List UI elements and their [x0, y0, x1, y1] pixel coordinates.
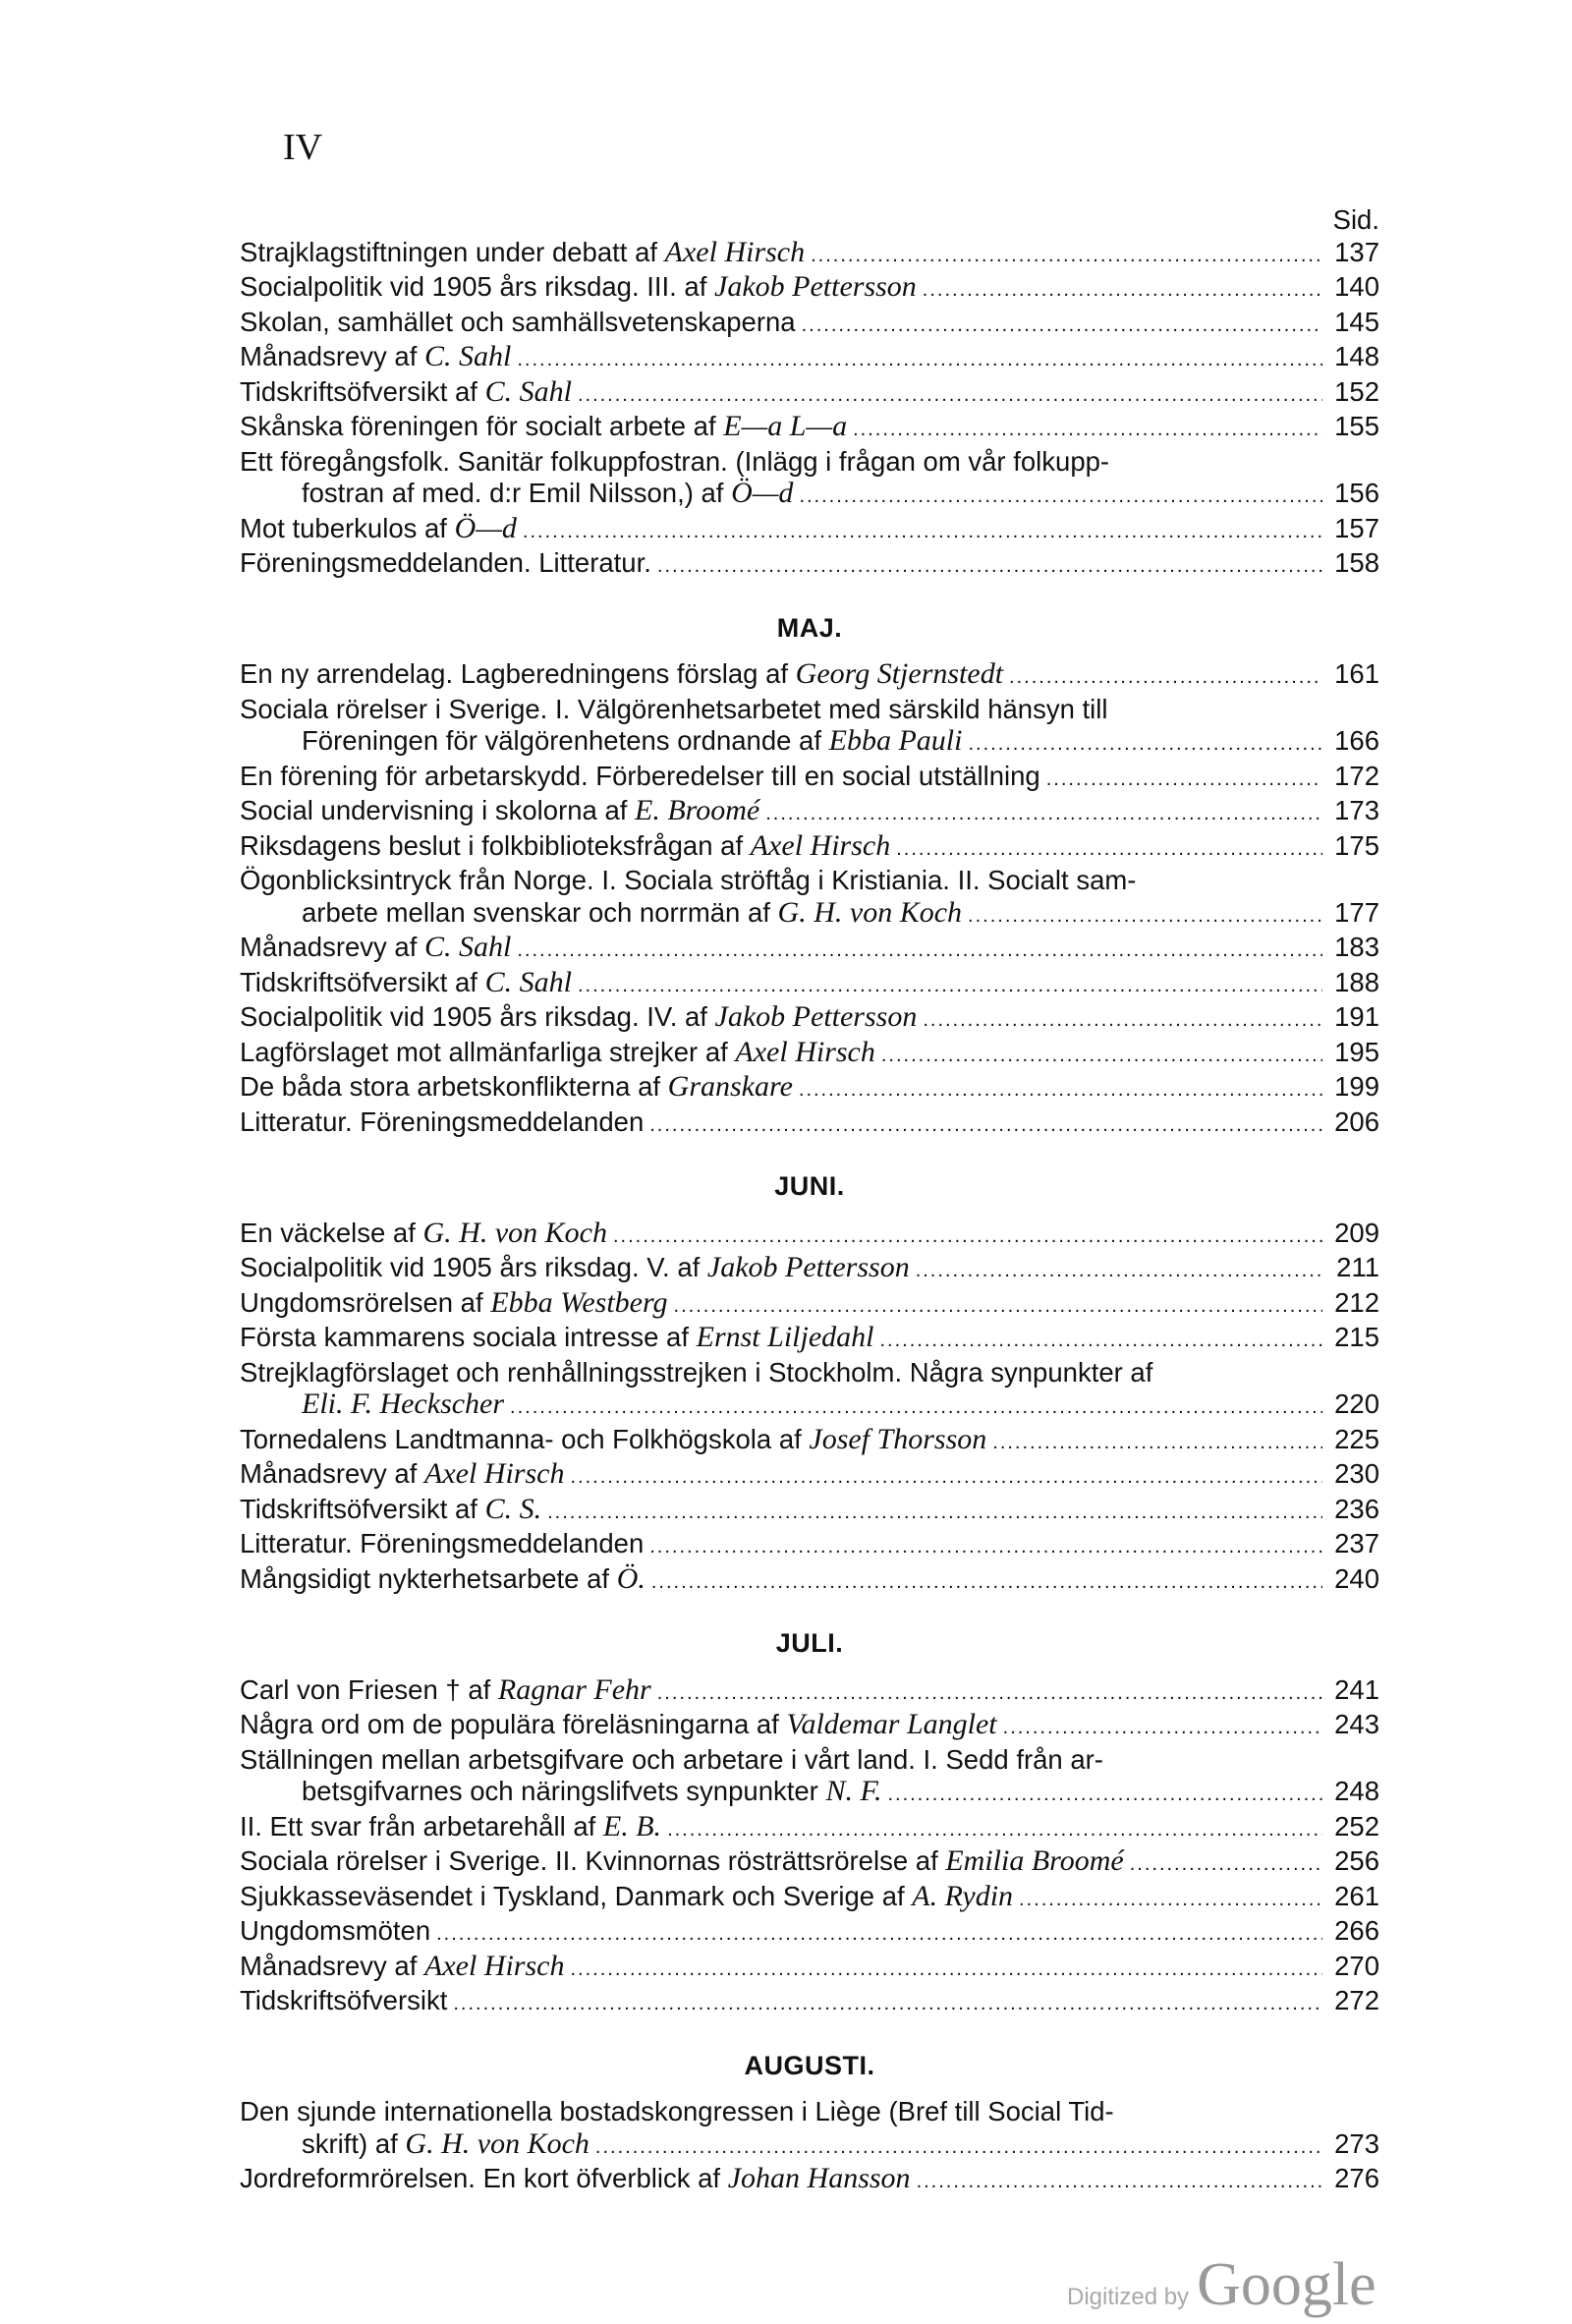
entry-text: Ungdomsmöten	[240, 1915, 431, 1946]
toc-entry-title	[240, 1458, 564, 1491]
toc-entry-title	[240, 1106, 644, 1139]
toc-entry-title	[240, 1674, 651, 1707]
entry-author: C. Sahl	[424, 931, 512, 963]
entry-author: Ernst Liljedahl	[696, 1321, 874, 1353]
table-of-contents	[240, 204, 1379, 2198]
dot-leader	[436, 1918, 1322, 1951]
toc-entry	[240, 932, 1379, 967]
toc-entry	[240, 1287, 1379, 1323]
dot-leader	[916, 1255, 1322, 1287]
toc-entry	[240, 1915, 1379, 1951]
entry-text: Månadsrevy af	[240, 932, 425, 962]
entry-author: E—a L—a	[723, 410, 848, 442]
dot-leader	[649, 1109, 1322, 1142]
entry-text: Några ord om de populära föreläsningarna af	[240, 1709, 787, 1739]
entry-author: A. Rydin	[912, 1879, 1014, 1912]
entry-author: Ö—d	[731, 477, 794, 509]
toc-entry	[240, 478, 1379, 513]
entry-text: Föreningsmeddelanden. Litteratur.	[240, 547, 651, 578]
toc-entry-line: Ett föregångsfolk. Sanitär folkuppfostran. (Inlägg i frågan om vår folkupp-	[240, 445, 1110, 477]
toc-entry-title	[240, 1001, 917, 1034]
entry-author: E. B.	[602, 1809, 662, 1842]
toc-entry	[240, 1458, 1379, 1494]
toc-entry-title	[240, 1071, 793, 1104]
toc-entry	[240, 897, 1379, 933]
page-ref: 236	[1334, 1493, 1379, 1524]
page-ref: 225	[1334, 1423, 1379, 1454]
toc-entry	[240, 795, 1379, 830]
page-ref: 272	[1334, 1985, 1379, 2015]
page-ref: 215	[1334, 1322, 1379, 1352]
entry-text: En förening för arbetarskydd. Förberedelser till en social utställning	[240, 760, 1040, 791]
toc-entry-title	[240, 1494, 541, 1526]
dot-leader	[674, 1290, 1322, 1323]
page-ref: 220	[1334, 1389, 1379, 1419]
dot-leader	[992, 1427, 1322, 1459]
entry-author: Jakob Pettersson	[714, 270, 917, 303]
entry-text: Lagförslaget mot allmänfarliga strejker af	[240, 1036, 736, 1067]
toc-entry-title	[240, 411, 847, 443]
entry-text: fostran af med. d:r Emil Nilsson,) af	[302, 478, 732, 508]
dot-leader	[799, 481, 1322, 513]
toc-entry-title	[240, 1811, 661, 1843]
page-ref: 256	[1334, 1845, 1379, 1876]
toc-entry-title	[240, 761, 1040, 793]
entry-author: Jakob Pettersson	[714, 1000, 918, 1033]
entry-text: Social undervisning i skolorna af	[240, 795, 636, 825]
dot-leader	[968, 728, 1322, 761]
toc-entry-title	[302, 2128, 590, 2161]
dot-leader	[613, 1220, 1322, 1253]
toc-entry-title	[240, 271, 917, 304]
page-ref: 157	[1334, 512, 1379, 543]
dot-leader	[917, 2166, 1322, 2198]
toc-entry-title	[302, 725, 962, 758]
toc-entry-line: Ögonblicksintryck från Norge. I. Sociala ströftåg i Kristiania. II. Socialt sam-	[240, 865, 1137, 895]
entry-text: Tidskriftsöfversikt	[240, 1985, 448, 2015]
dot-leader	[578, 379, 1322, 412]
entry-author: Johan Hansson	[727, 2162, 911, 2194]
toc-entry	[240, 1106, 1379, 1142]
page-ref: 177	[1334, 896, 1379, 928]
toc-entry	[240, 761, 1379, 796]
toc-entry	[240, 1709, 1379, 1744]
toc-entry-title	[240, 932, 511, 964]
page-ref: 148	[1334, 341, 1379, 371]
entry-text: De båda stora arbetskonflikterna af	[240, 1071, 668, 1102]
dot-leader	[968, 900, 1322, 933]
entry-text: Månadsrevy af	[240, 1458, 425, 1489]
dot-leader	[1019, 1884, 1322, 1916]
page-ref: 240	[1334, 1562, 1379, 1594]
dot-leader	[1130, 1848, 1322, 1881]
toc-entry-title	[240, 1915, 430, 1948]
page-ref: 155	[1334, 411, 1379, 441]
entry-text: Strajklagstiftningen under debatt af	[240, 236, 665, 267]
entry-text: Carl von Friesen † af	[240, 1673, 498, 1705]
entry-text: Sociala rörelser i Sverige. II. Kvinnornas rösträttsrörelse af	[240, 1845, 946, 1876]
entry-author: Ragnar Fehr	[497, 1672, 651, 1706]
toc-entry	[240, 1424, 1379, 1459]
entry-text: Tidskriftsöfversikt af	[240, 966, 485, 997]
page-ref: 183	[1334, 932, 1379, 962]
entry-text: Mångsidigt nykterhetsarbete af	[240, 1562, 617, 1594]
dot-leader	[811, 240, 1322, 272]
dot-leader	[887, 1779, 1322, 1811]
toc-entry-title	[240, 1985, 447, 2017]
toc-entry	[240, 341, 1379, 376]
toc-entry-title	[302, 1389, 504, 1421]
entry-author: Jakob Pettersson	[706, 1251, 910, 1283]
toc-entry	[240, 1389, 1379, 1424]
page-ref: 166	[1334, 725, 1379, 756]
toc-entry	[240, 2128, 1379, 2164]
entry-author: C. Sahl	[484, 374, 572, 408]
entry-text: Socialpolitik vid 1905 års riksdag. V. af	[240, 1252, 707, 1282]
toc-entry-title	[240, 341, 511, 373]
page-ref: 140	[1334, 271, 1379, 302]
entry-author: G. H. von Koch	[405, 2126, 590, 2160]
dot-leader	[667, 1814, 1322, 1846]
entry-text: Föreningen för välgörenhetens ordnande af	[302, 725, 829, 756]
toc-entry	[240, 830, 1379, 866]
page-ref: 161	[1334, 658, 1379, 689]
toc-entry-title	[240, 237, 805, 269]
entry-text: En väckelse af	[240, 1217, 423, 1248]
entry-text: Skånska föreningen för socialt arbete af	[240, 411, 724, 441]
dot-leader	[510, 1391, 1322, 1424]
page-ref: 248	[1334, 1776, 1379, 1806]
toc-entry-title	[240, 513, 517, 545]
toc-entry	[240, 1951, 1379, 1986]
entry-author: E. Broomé	[635, 794, 760, 826]
toc-entry-title	[240, 1218, 607, 1250]
dot-leader	[595, 2131, 1322, 2164]
entry-text: skrift) af	[302, 2127, 406, 2159]
toc-entry	[240, 411, 1379, 446]
toc-entry-title	[240, 795, 759, 827]
entry-text: Första kammarens sociala intresse af	[240, 1322, 697, 1352]
toc-entry	[240, 1776, 1379, 1811]
page-ref: 211	[1336, 1252, 1379, 1282]
toc-entry-line: Sociala rörelser i Sverige. I. Välgörenhetsarbetet med särskild hänsyn till	[240, 693, 1108, 724]
toc-entry	[240, 658, 1379, 694]
page-ref: 199	[1334, 1071, 1379, 1102]
entry-author: Ö—d	[454, 511, 517, 544]
toc-entry-title	[240, 1037, 875, 1069]
dot-leader	[853, 414, 1322, 446]
entry-author: Axel Hirsch	[424, 1457, 565, 1490]
page-ref: 137	[1334, 236, 1379, 267]
toc-entry	[240, 1811, 1379, 1846]
toc-entry-title	[240, 1322, 873, 1354]
toc-entry-title	[240, 1287, 668, 1320]
page-ref: 195	[1334, 1036, 1379, 1067]
entry-text: arbete mellan svenskar och norrmän af	[302, 896, 778, 928]
entry-text: Riksdagens beslut i folkbiblioteksfrågan af	[240, 829, 751, 861]
entry-text: Tidskriftsöfversikt af	[240, 1493, 485, 1524]
entry-text: Månadsrevy af	[240, 341, 425, 371]
entry-text: II. Ett svar från arbetarehåll af	[240, 1810, 603, 1842]
section-heading: JULI.	[775, 1628, 844, 1658]
toc-entry-title	[302, 478, 793, 510]
toc-entry	[240, 1563, 1379, 1599]
entry-author: C. S.	[484, 1492, 542, 1525]
page-ref: 270	[1334, 1950, 1379, 1981]
page-ref: 152	[1334, 375, 1379, 407]
entry-author: Valdemar Langlet	[786, 1708, 997, 1740]
entry-text: Månadsrevy af	[240, 1950, 425, 1981]
toc-entry	[240, 1071, 1379, 1106]
entry-author: Ebba Westberg	[490, 1285, 668, 1319]
entry-author: Eli. F. Heckscher	[302, 1388, 505, 1420]
toc-entry-title	[240, 1845, 1124, 1878]
dot-leader	[1046, 764, 1322, 796]
toc-entry	[240, 1037, 1379, 1072]
dot-leader	[657, 1677, 1322, 1710]
section-heading: MAJ.	[776, 612, 843, 643]
entry-text: Litteratur. Föreningsmeddelanden	[240, 1528, 645, 1559]
toc-entry-title	[302, 897, 962, 930]
entry-text: Socialpolitik vid 1905 års riksdag. IV. af	[240, 1001, 715, 1032]
toc-entry	[240, 1674, 1379, 1710]
dot-leader	[578, 970, 1322, 1002]
page-ref: 241	[1334, 1673, 1379, 1705]
entry-author: Granskare	[667, 1070, 793, 1103]
toc-entry	[240, 1985, 1379, 2020]
dot-leader	[517, 344, 1322, 376]
section-heading: AUGUSTI.	[744, 2050, 875, 2080]
toc-entry	[240, 271, 1379, 307]
entry-text: Litteratur. Föreningsmeddelanden	[240, 1105, 645, 1137]
dot-leader	[570, 1954, 1322, 1986]
entry-author: Ebba Pauli	[828, 724, 963, 757]
toc-entry-title	[302, 1776, 881, 1808]
entry-author: Georg Stjernstedt	[795, 657, 1004, 690]
page-ref: 191	[1334, 1001, 1379, 1032]
entry-text: Ungdomsrörelsen af	[240, 1286, 491, 1318]
dot-leader	[802, 310, 1322, 342]
digitized-footer	[1067, 2250, 1376, 2320]
toc-entry	[240, 1252, 1379, 1287]
dot-leader	[1003, 1712, 1322, 1744]
toc-entry-line: Strejklagförslaget och renhållningsstrejken i Stockholm. Några synpunkter af	[240, 1356, 1153, 1388]
page-ref: 209	[1334, 1217, 1379, 1248]
dot-leader	[649, 1531, 1322, 1563]
toc-entry-title	[240, 1951, 564, 1983]
toc-entry-title	[240, 1252, 910, 1284]
toc-entry	[240, 1881, 1379, 1916]
entry-text: En ny arrendelag. Lagberedningens förslag af	[240, 658, 796, 689]
page-ref: 212	[1334, 1286, 1379, 1318]
dot-leader	[923, 274, 1322, 307]
dot-leader	[453, 1988, 1322, 2020]
page-ref: 273	[1334, 2127, 1379, 2159]
sid-label: Sid.	[1332, 204, 1379, 235]
entry-author: Axel Hirsch	[735, 1035, 875, 1068]
toc-entry-title	[240, 658, 1003, 691]
entry-text: Skolan, samhället och samhällsvetenskaperna	[240, 306, 796, 337]
page-ref: 173	[1334, 795, 1379, 825]
toc-entry	[240, 1494, 1379, 1529]
page-ref: 206	[1334, 1105, 1379, 1137]
entry-author: C. Sahl	[424, 340, 512, 372]
dot-leader	[1009, 661, 1322, 694]
toc-entry-title	[240, 1563, 646, 1596]
toc-entry-title	[240, 1881, 1013, 1913]
toc-entry	[240, 513, 1379, 548]
entry-author: G. H. von Koch	[422, 1216, 607, 1249]
page-ref: 156	[1334, 478, 1379, 508]
page-ref: 158	[1334, 547, 1379, 578]
toc-entry	[240, 1218, 1379, 1253]
section-heading: JUNI.	[774, 1171, 845, 1201]
dot-leader	[879, 1325, 1322, 1357]
toc-entry	[240, 1845, 1379, 1881]
toc-entry-title	[240, 2163, 911, 2195]
entry-author: Ö.	[616, 1561, 646, 1595]
toc-entry-title	[240, 1528, 644, 1560]
page-ref: 261	[1334, 1880, 1379, 1911]
entry-text: betsgifvarnes och näringslifvets synpunkter	[302, 1776, 826, 1806]
toc-entry	[240, 307, 1379, 342]
toc-entry-line: Ställningen mellan arbetsgifvare och arbetare i vårt land. I. Sedd från ar-	[240, 1743, 1103, 1775]
entry-author: Emilia Broomé	[945, 1844, 1124, 1877]
dot-leader	[570, 1461, 1322, 1494]
entry-author: Josef Thorsson	[809, 1422, 987, 1455]
dot-leader	[896, 833, 1322, 866]
page-ref: 237	[1334, 1528, 1379, 1559]
entry-text: Jordreformrörelsen. En kort öfverblick af	[240, 2163, 728, 2193]
entry-author: Axel Hirsch	[664, 235, 806, 268]
dot-leader	[765, 798, 1322, 830]
page-ref: 172	[1334, 760, 1379, 791]
entry-author: C. Sahl	[484, 965, 572, 998]
entry-text: Tidskriftsöfversikt af	[240, 375, 485, 407]
page-ref: 230	[1334, 1458, 1379, 1489]
toc-entry-title	[240, 1709, 997, 1741]
page-ref: 175	[1334, 829, 1379, 861]
entry-text: Tornedalens Landtmanna- och Folkhögskola af	[240, 1423, 810, 1454]
entry-author: Axel Hirsch	[424, 1949, 565, 1982]
toc-entry-title	[240, 547, 651, 580]
digitized-by-text: Digitized by	[1067, 2284, 1190, 2310]
toc-entry-title	[240, 376, 572, 409]
toc-entry	[240, 967, 1379, 1002]
toc-entry	[240, 1001, 1379, 1037]
toc-entry-title	[240, 830, 890, 863]
toc-entry	[240, 2163, 1379, 2198]
toc-entry-title	[240, 307, 796, 339]
toc-entry	[240, 376, 1379, 412]
page-ref: 276	[1334, 2163, 1379, 2193]
page-ref: 252	[1334, 1810, 1379, 1842]
dot-leader	[923, 1004, 1322, 1037]
dot-leader	[799, 1074, 1322, 1106]
toc-entry-title	[240, 1424, 986, 1456]
entry-text: Mot tuberkulos af	[240, 512, 455, 543]
entry-text: Sjukkasseväsendet i Tyskland, Danmark och Sverige af	[240, 1880, 913, 1911]
toc-entry	[240, 547, 1379, 583]
dot-leader	[657, 550, 1322, 583]
google-logo: Google	[1197, 2251, 1376, 2318]
entry-text: Socialpolitik vid 1905 års riksdag. III. af	[240, 271, 715, 302]
entry-author: N. F.	[825, 1775, 882, 1807]
dot-leader	[517, 935, 1322, 967]
dot-leader	[547, 1497, 1322, 1529]
toc-entry	[240, 237, 1379, 272]
page-ref: 145	[1334, 306, 1379, 337]
toc-entry-title	[240, 967, 572, 999]
toc-entry-line: Den sjunde internationella bostadskongressen i Liège (Bref till Social Tid-	[240, 2096, 1114, 2126]
page-ref: 266	[1334, 1915, 1379, 1946]
toc-entry	[240, 1528, 1379, 1563]
entry-author: G. H. von Koch	[777, 895, 963, 929]
page-ref: 188	[1334, 966, 1379, 997]
dot-leader	[523, 516, 1322, 548]
toc-entry	[240, 725, 1379, 761]
toc-entry	[240, 1322, 1379, 1357]
page-number: IV	[283, 127, 323, 168]
dot-leader	[881, 1040, 1322, 1072]
dot-leader	[651, 1566, 1322, 1599]
entry-author: Axel Hirsch	[750, 828, 891, 862]
page-ref: 243	[1334, 1709, 1379, 1739]
